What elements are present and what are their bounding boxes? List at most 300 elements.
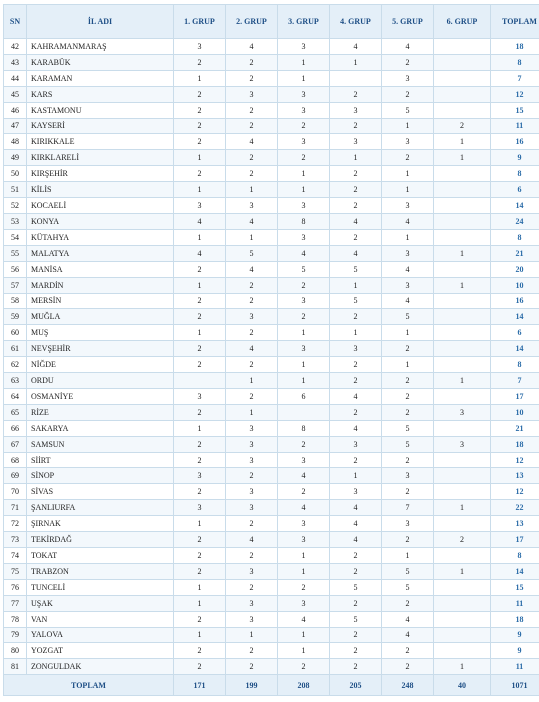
- row-group-5: 2: [382, 404, 434, 420]
- row-group-1: 1: [174, 150, 226, 166]
- row-total: 14: [491, 198, 539, 214]
- row-group-6: [434, 261, 491, 277]
- row-group-4: 2: [330, 86, 382, 102]
- row-group-6: [434, 182, 491, 198]
- row-group-6: [434, 388, 491, 404]
- row-sn: 61: [4, 341, 27, 357]
- row-group-3: 3: [278, 39, 330, 55]
- header-group-1: 1. GRUP: [174, 5, 226, 39]
- table-row: [4, 341, 539, 357]
- row-group-6: 1: [434, 563, 491, 579]
- row-group-1: 2: [174, 643, 226, 659]
- row-group-5: 4: [382, 293, 434, 309]
- row-group-1: 3: [174, 468, 226, 484]
- footer-group-2: 199: [226, 675, 278, 696]
- row-group-5: 2: [382, 659, 434, 675]
- row-group-4: 1: [330, 468, 382, 484]
- row-province-name: KAHRAMANMARAŞ: [27, 39, 174, 55]
- row-total: 11: [491, 118, 539, 134]
- table-row: [4, 277, 539, 293]
- header-group-4: 4. GRUP: [330, 5, 382, 39]
- row-sn: 47: [4, 118, 27, 134]
- row-group-5: 3: [382, 516, 434, 532]
- row-group-4: 4: [330, 516, 382, 532]
- row-group-4: 2: [330, 182, 382, 198]
- row-group-6: 1: [434, 134, 491, 150]
- row-group-5: 1: [382, 182, 434, 198]
- table-row: [4, 484, 539, 500]
- row-group-6: 1: [434, 500, 491, 516]
- row-group-1: 2: [174, 134, 226, 150]
- row-province-name: ZONGULDAK: [27, 659, 174, 675]
- row-total: 18: [491, 436, 539, 452]
- row-province-name: KAYSERİ: [27, 118, 174, 134]
- row-province-name: YALOVA: [27, 627, 174, 643]
- table-row: [4, 420, 539, 436]
- row-group-4: 5: [330, 611, 382, 627]
- header-group-6: 6. GRUP: [434, 5, 491, 39]
- row-group-5: 1: [382, 325, 434, 341]
- row-total: 12: [491, 484, 539, 500]
- table-row: [4, 198, 539, 214]
- row-total: 10: [491, 277, 539, 293]
- row-sn: 57: [4, 277, 27, 293]
- table-row: [4, 39, 539, 55]
- row-group-4: 2: [330, 166, 382, 182]
- row-group-3: 1: [278, 182, 330, 198]
- row-group-3: 2: [278, 150, 330, 166]
- row-group-3: 3: [278, 198, 330, 214]
- row-group-3: 4: [278, 611, 330, 627]
- row-sn: 66: [4, 420, 27, 436]
- row-group-1: 1: [174, 277, 226, 293]
- row-total: 6: [491, 182, 539, 198]
- row-group-5: 4: [382, 261, 434, 277]
- row-sn: 49: [4, 150, 27, 166]
- row-group-6: [434, 198, 491, 214]
- row-group-5: 7: [382, 500, 434, 516]
- row-group-3: 1: [278, 627, 330, 643]
- row-group-3: 1: [278, 54, 330, 70]
- row-group-5: 2: [382, 341, 434, 357]
- header-group-5: 5. GRUP: [382, 5, 434, 39]
- row-province-name: KIRKLARELİ: [27, 150, 174, 166]
- row-group-1: 3: [174, 198, 226, 214]
- row-group-4: 3: [330, 341, 382, 357]
- row-group-1: 2: [174, 357, 226, 373]
- row-group-4: 2: [330, 309, 382, 325]
- table-row: [4, 261, 539, 277]
- table-row: [4, 516, 539, 532]
- row-group-2: 2: [226, 548, 278, 564]
- footer-label: TOPLAM: [4, 675, 174, 696]
- row-group-4: [330, 70, 382, 86]
- row-group-3: 3: [278, 134, 330, 150]
- row-province-name: KARAMAN: [27, 70, 174, 86]
- row-group-3: 3: [278, 516, 330, 532]
- row-group-2: 1: [226, 182, 278, 198]
- row-group-3: 3: [278, 452, 330, 468]
- table-row: [4, 166, 539, 182]
- row-total: 16: [491, 293, 539, 309]
- row-total: 10: [491, 404, 539, 420]
- row-group-6: [434, 229, 491, 245]
- row-group-4: 2: [330, 373, 382, 389]
- row-group-6: 1: [434, 659, 491, 675]
- row-group-5: 2: [382, 373, 434, 389]
- row-group-1: 2: [174, 404, 226, 420]
- row-province-name: ORDU: [27, 373, 174, 389]
- row-province-name: UŞAK: [27, 595, 174, 611]
- row-group-2: 1: [226, 404, 278, 420]
- row-group-1: 2: [174, 611, 226, 627]
- row-group-6: [434, 70, 491, 86]
- row-group-4: 1: [330, 325, 382, 341]
- row-group-5: 2: [382, 452, 434, 468]
- row-group-5: 2: [382, 54, 434, 70]
- row-group-2: 2: [226, 643, 278, 659]
- row-total: 21: [491, 245, 539, 261]
- footer-group-1: 171: [174, 675, 226, 696]
- row-sn: 52: [4, 198, 27, 214]
- row-group-3: 3: [278, 532, 330, 548]
- table-row: [4, 548, 539, 564]
- row-group-4: 2: [330, 229, 382, 245]
- header-sn: SN: [4, 5, 27, 39]
- row-total: 9: [491, 643, 539, 659]
- row-group-6: [434, 627, 491, 643]
- row-group-4: 5: [330, 293, 382, 309]
- row-group-5: 2: [382, 532, 434, 548]
- table-row: [4, 659, 539, 675]
- row-province-name: KIRIKKALE: [27, 134, 174, 150]
- row-group-1: 2: [174, 341, 226, 357]
- row-province-name: MERSİN: [27, 293, 174, 309]
- row-total: 8: [491, 548, 539, 564]
- table-row: [4, 563, 539, 579]
- row-group-4: 3: [330, 484, 382, 500]
- row-province-name: NEVŞEHİR: [27, 341, 174, 357]
- row-group-2: 3: [226, 86, 278, 102]
- row-group-2: 3: [226, 420, 278, 436]
- row-group-4: 3: [330, 102, 382, 118]
- row-group-4: 4: [330, 388, 382, 404]
- row-group-6: [434, 102, 491, 118]
- row-province-name: MALATYA: [27, 245, 174, 261]
- header-group-2: 2. GRUP: [226, 5, 278, 39]
- row-group-2: 3: [226, 611, 278, 627]
- row-group-2: 2: [226, 150, 278, 166]
- header-total: TOPLAM: [491, 5, 539, 39]
- row-group-4: 4: [330, 532, 382, 548]
- row-group-5: 3: [382, 198, 434, 214]
- row-total: 21: [491, 420, 539, 436]
- row-total: 14: [491, 309, 539, 325]
- row-group-1: 2: [174, 86, 226, 102]
- row-group-5: 2: [382, 388, 434, 404]
- row-province-name: SAKARYA: [27, 420, 174, 436]
- row-group-1: 2: [174, 484, 226, 500]
- row-sn: 64: [4, 388, 27, 404]
- row-sn: 51: [4, 182, 27, 198]
- row-group-1: 3: [174, 500, 226, 516]
- row-total: 14: [491, 341, 539, 357]
- row-group-6: [434, 468, 491, 484]
- row-group-1: 1: [174, 627, 226, 643]
- row-group-1: 2: [174, 436, 226, 452]
- row-group-6: [434, 54, 491, 70]
- row-group-3: 2: [278, 277, 330, 293]
- province-group-table: [3, 4, 539, 696]
- row-group-3: 2: [278, 484, 330, 500]
- row-total: 8: [491, 229, 539, 245]
- table-row: [4, 134, 539, 150]
- row-group-4: 1: [330, 277, 382, 293]
- row-group-1: [174, 373, 226, 389]
- row-group-5: 5: [382, 420, 434, 436]
- table-row: [4, 373, 539, 389]
- row-group-6: [434, 611, 491, 627]
- row-group-4: 2: [330, 198, 382, 214]
- row-group-5: 2: [382, 643, 434, 659]
- row-group-6: [434, 166, 491, 182]
- row-group-2: 5: [226, 245, 278, 261]
- row-province-name: TOKAT: [27, 548, 174, 564]
- row-sn: 54: [4, 229, 27, 245]
- row-total: 24: [491, 213, 539, 229]
- row-group-6: [434, 293, 491, 309]
- row-group-5: 1: [382, 118, 434, 134]
- row-group-1: 2: [174, 532, 226, 548]
- row-province-name: ŞANLIURFA: [27, 500, 174, 516]
- header-group-3: 3. GRUP: [278, 5, 330, 39]
- row-group-6: [434, 309, 491, 325]
- row-group-1: 2: [174, 102, 226, 118]
- row-total: 6: [491, 325, 539, 341]
- row-group-2: 3: [226, 500, 278, 516]
- row-total: 17: [491, 532, 539, 548]
- row-total: 15: [491, 102, 539, 118]
- row-group-1: 2: [174, 261, 226, 277]
- row-total: 15: [491, 579, 539, 595]
- row-group-4: 2: [330, 118, 382, 134]
- row-sn: 58: [4, 293, 27, 309]
- row-group-1: 2: [174, 166, 226, 182]
- row-group-2: 1: [226, 229, 278, 245]
- row-group-1: 2: [174, 293, 226, 309]
- table-row: [4, 182, 539, 198]
- row-sn: 65: [4, 404, 27, 420]
- row-sn: 63: [4, 373, 27, 389]
- row-group-6: 1: [434, 277, 491, 293]
- row-sn: 76: [4, 579, 27, 595]
- row-sn: 53: [4, 213, 27, 229]
- row-group-6: [434, 86, 491, 102]
- footer-group-6: 40: [434, 675, 491, 696]
- row-group-1: 1: [174, 182, 226, 198]
- table-row: [4, 579, 539, 595]
- row-group-6: [434, 484, 491, 500]
- row-sn: 55: [4, 245, 27, 261]
- row-group-4: 3: [330, 134, 382, 150]
- row-group-3: 4: [278, 245, 330, 261]
- row-sn: 73: [4, 532, 27, 548]
- row-total: 12: [491, 86, 539, 102]
- row-province-name: KÜTAHYA: [27, 229, 174, 245]
- row-group-4: 2: [330, 563, 382, 579]
- row-group-2: 2: [226, 70, 278, 86]
- row-group-1: 4: [174, 245, 226, 261]
- row-sn: 56: [4, 261, 27, 277]
- row-total: 12: [491, 452, 539, 468]
- row-sn: 77: [4, 595, 27, 611]
- row-sn: 50: [4, 166, 27, 182]
- row-province-name: NİĞDE: [27, 357, 174, 373]
- row-group-2: 4: [226, 341, 278, 357]
- row-group-3: 2: [278, 659, 330, 675]
- row-total: 14: [491, 563, 539, 579]
- row-total: 8: [491, 166, 539, 182]
- row-group-2: 2: [226, 293, 278, 309]
- row-group-2: 2: [226, 54, 278, 70]
- row-group-5: 3: [382, 70, 434, 86]
- row-group-5: 5: [382, 563, 434, 579]
- row-group-4: 4: [330, 245, 382, 261]
- row-group-3: 2: [278, 579, 330, 595]
- row-group-3: 1: [278, 373, 330, 389]
- row-group-1: 2: [174, 54, 226, 70]
- table-row: [4, 118, 539, 134]
- row-sn: 74: [4, 548, 27, 564]
- row-group-1: 1: [174, 420, 226, 436]
- row-group-2: 2: [226, 166, 278, 182]
- row-sn: 72: [4, 516, 27, 532]
- row-group-5: 5: [382, 436, 434, 452]
- row-group-5: 1: [382, 166, 434, 182]
- row-group-5: 4: [382, 39, 434, 55]
- row-group-6: 1: [434, 245, 491, 261]
- row-group-5: 2: [382, 86, 434, 102]
- row-group-2: 2: [226, 325, 278, 341]
- row-group-1: 1: [174, 579, 226, 595]
- table-row: [4, 245, 539, 261]
- row-group-5: 4: [382, 627, 434, 643]
- row-group-2: 2: [226, 118, 278, 134]
- row-group-2: 3: [226, 484, 278, 500]
- table-row: [4, 611, 539, 627]
- row-group-2: 3: [226, 198, 278, 214]
- row-group-3: 3: [278, 341, 330, 357]
- row-sn: 45: [4, 86, 27, 102]
- table-row: [4, 357, 539, 373]
- table-row: [4, 86, 539, 102]
- row-group-6: 2: [434, 118, 491, 134]
- row-province-name: MANİSA: [27, 261, 174, 277]
- row-group-4: 1: [330, 54, 382, 70]
- row-sn: 79: [4, 627, 27, 643]
- table-row: [4, 54, 539, 70]
- row-group-6: [434, 595, 491, 611]
- row-province-name: TEKİRDAĞ: [27, 532, 174, 548]
- row-group-4: 2: [330, 643, 382, 659]
- table-row: [4, 388, 539, 404]
- row-total: 9: [491, 150, 539, 166]
- row-sn: 46: [4, 102, 27, 118]
- row-group-3: 2: [278, 118, 330, 134]
- row-province-name: OSMANİYE: [27, 388, 174, 404]
- row-group-4: 2: [330, 357, 382, 373]
- row-group-3: 3: [278, 293, 330, 309]
- row-group-5: 2: [382, 595, 434, 611]
- row-group-4: 2: [330, 452, 382, 468]
- row-group-2: 4: [226, 532, 278, 548]
- row-group-6: [434, 39, 491, 55]
- row-group-6: 2: [434, 532, 491, 548]
- row-group-2: 3: [226, 309, 278, 325]
- row-group-6: 3: [434, 436, 491, 452]
- row-group-6: [434, 516, 491, 532]
- table-row: [4, 102, 539, 118]
- table-row: [4, 293, 539, 309]
- row-province-name: SİİRT: [27, 452, 174, 468]
- row-group-3: 5: [278, 261, 330, 277]
- row-province-name: KASTAMONU: [27, 102, 174, 118]
- row-group-6: [434, 579, 491, 595]
- footer-total-row: [4, 675, 539, 696]
- row-group-2: 3: [226, 452, 278, 468]
- table-row: [4, 213, 539, 229]
- row-group-2: 2: [226, 516, 278, 532]
- row-group-1: 3: [174, 39, 226, 55]
- row-group-2: 1: [226, 627, 278, 643]
- row-group-5: 4: [382, 213, 434, 229]
- table-row: [4, 595, 539, 611]
- row-group-5: 1: [382, 548, 434, 564]
- row-group-5: 2: [382, 150, 434, 166]
- row-province-name: KİLİS: [27, 182, 174, 198]
- row-total: 13: [491, 516, 539, 532]
- row-sn: 67: [4, 436, 27, 452]
- row-group-5: 1: [382, 357, 434, 373]
- row-sn: 75: [4, 563, 27, 579]
- row-group-5: 5: [382, 309, 434, 325]
- row-group-1: 2: [174, 659, 226, 675]
- row-group-3: 1: [278, 548, 330, 564]
- row-group-2: 2: [226, 357, 278, 373]
- row-group-1: 1: [174, 229, 226, 245]
- row-group-1: 3: [174, 388, 226, 404]
- row-group-2: 2: [226, 388, 278, 404]
- row-total: 11: [491, 595, 539, 611]
- row-group-6: 1: [434, 150, 491, 166]
- row-total: 7: [491, 70, 539, 86]
- table-row: [4, 325, 539, 341]
- row-sn: 60: [4, 325, 27, 341]
- row-province-name: KOCAELİ: [27, 198, 174, 214]
- row-group-3: 3: [278, 595, 330, 611]
- row-group-4: 4: [330, 213, 382, 229]
- row-group-1: 1: [174, 595, 226, 611]
- row-group-1: 1: [174, 325, 226, 341]
- row-group-3: [278, 404, 330, 420]
- row-group-6: [434, 643, 491, 659]
- row-group-3: 1: [278, 70, 330, 86]
- row-group-1: 2: [174, 548, 226, 564]
- row-group-3: 1: [278, 563, 330, 579]
- row-group-1: 2: [174, 452, 226, 468]
- row-province-name: KARS: [27, 86, 174, 102]
- row-group-4: 1: [330, 150, 382, 166]
